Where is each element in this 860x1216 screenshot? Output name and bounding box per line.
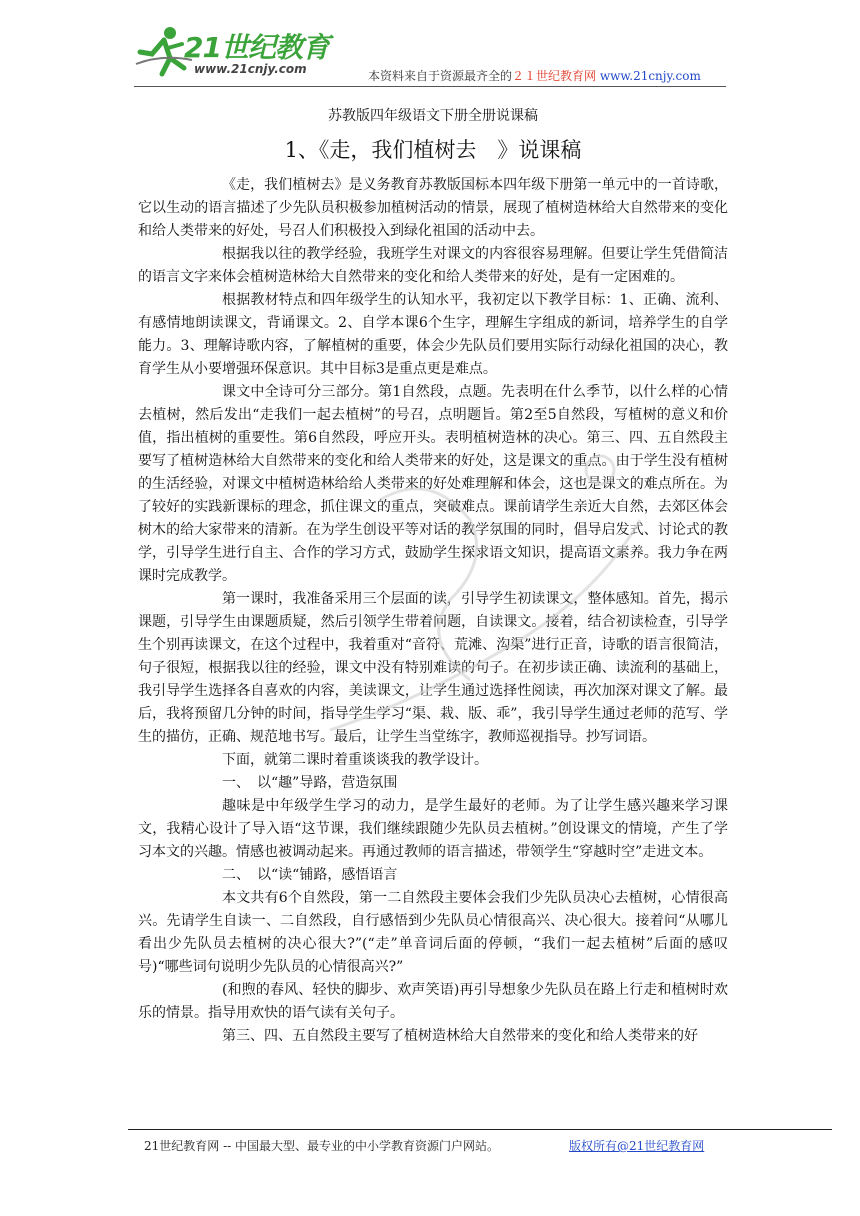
page-header <box>0 0 860 90</box>
section-heading-two: 二、 以“读“铺路，感悟语言 <box>222 867 398 883</box>
footer-divider <box>128 1129 832 1130</box>
document-title: 1、《走，我们植树去 》说课稿 <box>284 138 582 162</box>
logo-text: 21世纪教育 <box>184 31 329 64</box>
paragraph-structure: 课文中全诗可分三部分。第1自然段，点题。先表明在什么季节，以什么样的心情去植树，然后发出“走我们一起去植树”的号召，点明题旨。第2至5自然段，写植树的意义和价值，指出植树的重要性。第6自然段，呼应开头。表明植树造林的决心。第三、四、五自然段主要写了植树造林给大自然带来的变化和给人类带来的好处，这是课文的重点。由于学生没有植树的生活经验，对课文中植树造林给给人类带来的好处难理解和体会，这也是课文的难点所在。为了较好的实践新课标的理念，抓住课文的重点，突破难点。课前请学生亲近大自然，去郊区体会树木的给大家带来的清新。在为学生创设平等对话的教学氛围的同时，倡导启发式、讨论式的教学，引导学生进行自主、合作的学习方式，鼓励学生探求语文知识，提高语文素养。我力争在两课时完成教学。 <box>138 384 728 584</box>
footer-copyright-link[interactable]: 版权所有@21世纪教育网 <box>569 1139 705 1153</box>
paragraph-third-part: 第三、四、五自然段主要写了植树造林给大自然带来的变化和给人类带来的好 <box>222 1028 698 1044</box>
paragraph-reading: 本文共有6个自然段，第一二自然段主要体会我们少先队员决心去植树，心情很高兴。先请学生自读一、二自然段，自行感悟到少先队员心情很高兴、决心很大。接着问“从哪儿看出少先队员去植树的决心很大?”(“走”单音词后面的停顿，“我们一起去植树”后面的感叹号)“哪些词句说明少先队员的心情很高兴?” <box>138 890 728 975</box>
header-note-site[interactable]: ２１世纪教育网 <box>512 69 597 83</box>
logo-url[interactable]: www.21cnjy.com <box>194 62 307 76</box>
section-heading-one: 一、 以“趣”导路，营造氛围 <box>222 775 398 791</box>
document-body <box>138 104 728 1048</box>
paragraph-imagine: (和煦的春风、轻快的脚步、欢声笑语)再引导想象少先队员在路上行走和植树时欢乐的情景。指导用欢快的语气读有关句子。 <box>138 982 728 1021</box>
header-note-prefix: 本资料来自于资源最齐全的 <box>368 69 513 83</box>
site-logo[interactable] <box>134 24 344 82</box>
paragraph-interest: 趣味是中年级学生学习的动力，是学生最好的老师。为了让学生感兴趣来学习课文，我精心设计了导入语“这节课，我们继续跟随少先队员去植树。”创设课文的情境，产生了学习本文的兴趣。情感也被调动起来。再通过教师的语言描述，带领学生“穿越时空”走进文本。 <box>138 798 728 860</box>
footer-site-description: 21世纪教育网 -- 中国最大型、最专业的中小学教育资源门户网站。 <box>144 1139 500 1153</box>
paragraph-second-lesson-intro: 下面，就第二课时着重谈谈我的教学设计。 <box>222 752 488 768</box>
header-note-url[interactable]: www.21cnjy.com <box>599 69 701 83</box>
header-divider <box>134 86 726 87</box>
document-subtitle: 苏教版四年级语文下册全册说课稿 <box>328 108 538 124</box>
header-note <box>368 67 701 84</box>
paragraph-intro: 《走，我们植树去》是义务教育苏教版国标本四年级下册第一单元中的一首诗歌，它以生动的语言描述了少先队员积极参加植树活动的情景，展现了植树造林给大自然带来的变化和给人类带来的好处，号召人们积极投入到绿化祖国的活动中去。 <box>138 177 728 239</box>
paragraph-students: 根据我以往的教学经验，我班学生对课文的内容很容易理解。但要让学生凭借简洁的语言文字来体会植树造林给大自然带来的变化和给人类带来的好处，是有一定困难的。 <box>138 246 728 285</box>
paragraph-first-lesson: 第一课时，我准备采用三个层面的读，引导学生初读课文，整体感知。首先，揭示课题，引导学生由课题质疑，然后引领学生带着问题，自读课文。接着，结合初读检查，引导学生个别再读课文，在这个过程中，我着重对“音符、荒滩、沟渠”进行正音，诗歌的语言很简洁，句子很短，根据我以往的经验，课文中没有特别难读的句子。在初步读正确、读流利的基础上，我引导学生选择各自喜欢的内容，美读课文，让学生通过选择性阅读，再次加深对课文了解。最后，我将预留几分钟的时间，指导学生学习“渠、栽、版、乖”，我引导学生通过老师的范写、学生的描仿，正确、规范地书写。最后，让学生当堂练字，教师巡视指导。抄写词语。 <box>138 591 728 745</box>
paragraph-goals: 根据教材特点和四年级学生的认知水平，我初定以下教学目标：1、正确、流利、有感情地朗读课文，背诵课文。2、自学本课6个生字，理解生字组成的新词，培养学生的自学能力。3、理解诗歌内容，了解植树的重要，体会少先队员们要用实际行动绿化祖国的决心，教育学生从小要增强环保意识。其中目标3是重点更是难点。 <box>138 292 728 377</box>
